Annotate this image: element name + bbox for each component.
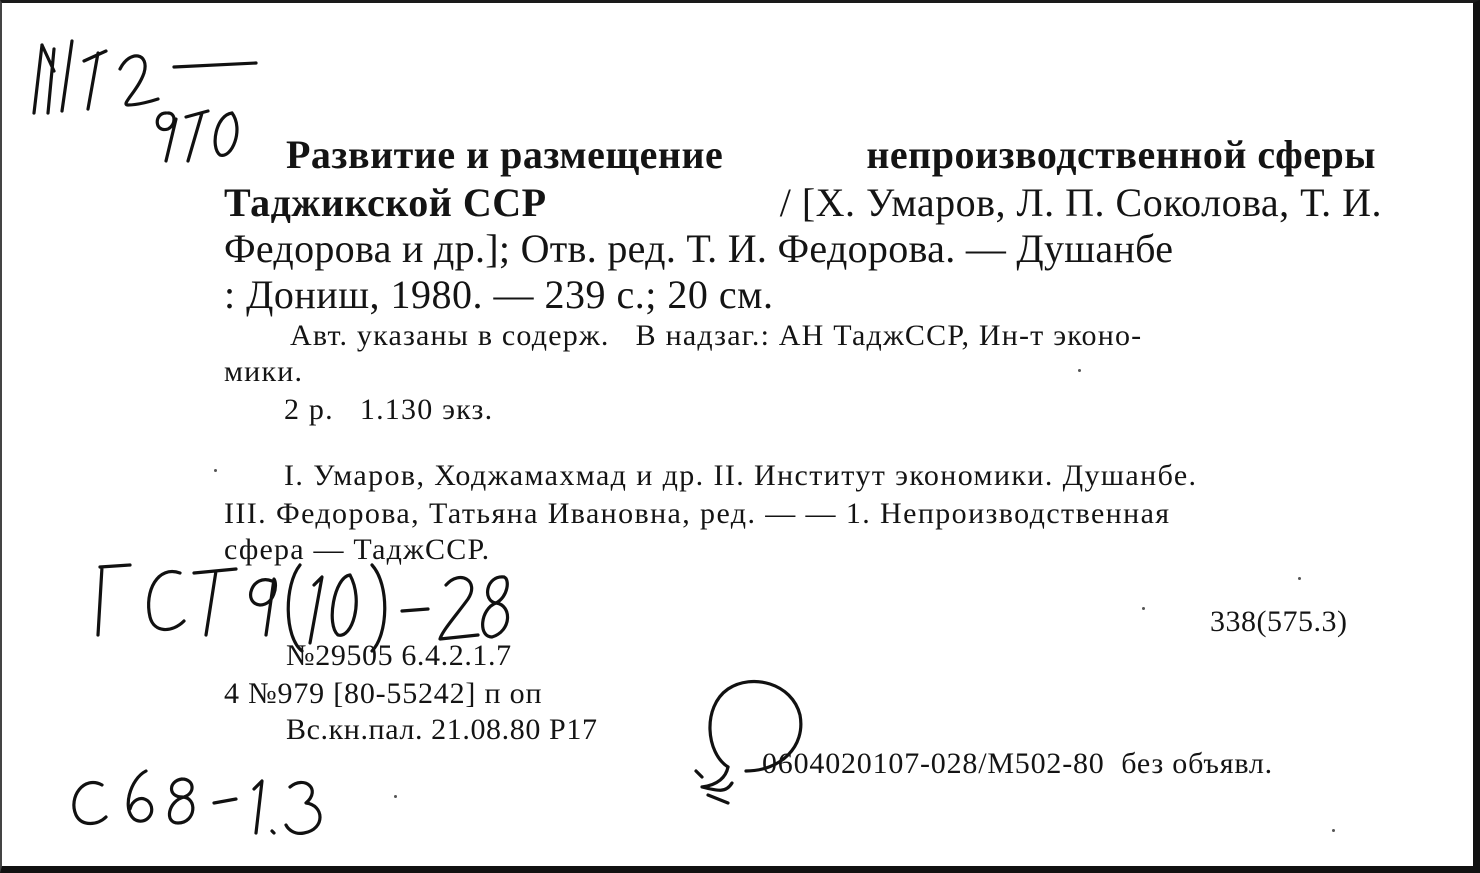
scan-speck <box>214 469 217 472</box>
title-line-3: Федорова и др.]; Отв. ред. Т. И. Федорова. — Душанбе <box>224 226 1174 271</box>
index-code-line: 0604020107-028/М502-80 без объявл. <box>762 747 1273 780</box>
title-main-part-b: непроизводственной сферы <box>866 132 1376 177</box>
print-info-line-1: №29505 6.4.2.1.7 <box>286 639 512 672</box>
note-authors: Авт. указаны в содерж. В надзаг.: АН ТаджССР, Ин-т эконо- <box>290 319 1143 352</box>
publication-info: : Дониш, 1980. — 239 с.; 20 см. <box>224 272 774 317</box>
responsibility-statement: / [Х. Умаров, Л. П. Соколова, Т. И. <box>779 180 1382 225</box>
tracing-line-1: I. Умаров, Ходжамахмад и др. II. Институт экономики. Душанбе. <box>284 459 1198 492</box>
print-info-line-3: Вс.кн.пал. 21.08.80 Р17 <box>286 713 598 746</box>
scan-speck <box>1298 577 1301 580</box>
tracing-line-2: III. Федорова, Татьяна Ивановна, ред. — — 1. Непроизводственная <box>224 497 1171 530</box>
title-main-part-c: Таджикской ССР <box>224 180 547 225</box>
title-line-2 <box>224 179 1382 226</box>
print-info-line-2: 4 №979 [80-55242] п оп <box>224 677 543 710</box>
classification-number: 338(575.3) <box>1210 605 1348 638</box>
price-and-copies: 2 р. 1.130 экз. <box>284 393 494 426</box>
scan-speck <box>1142 607 1145 610</box>
note-authors-cont: мики. <box>224 355 304 388</box>
title-main-part-a: Развитие и размещение <box>286 132 724 177</box>
handwritten-accession-number <box>24 21 274 171</box>
scan-speck <box>1332 829 1335 832</box>
scan-speck <box>394 795 397 798</box>
title-line-1 <box>286 131 1376 178</box>
scan-speck <box>1078 369 1081 372</box>
tracing-line-3: сфера — ТаджССР. <box>224 533 491 566</box>
stamp-circle <box>688 667 818 817</box>
handwritten-bottom-mark <box>58 739 348 849</box>
